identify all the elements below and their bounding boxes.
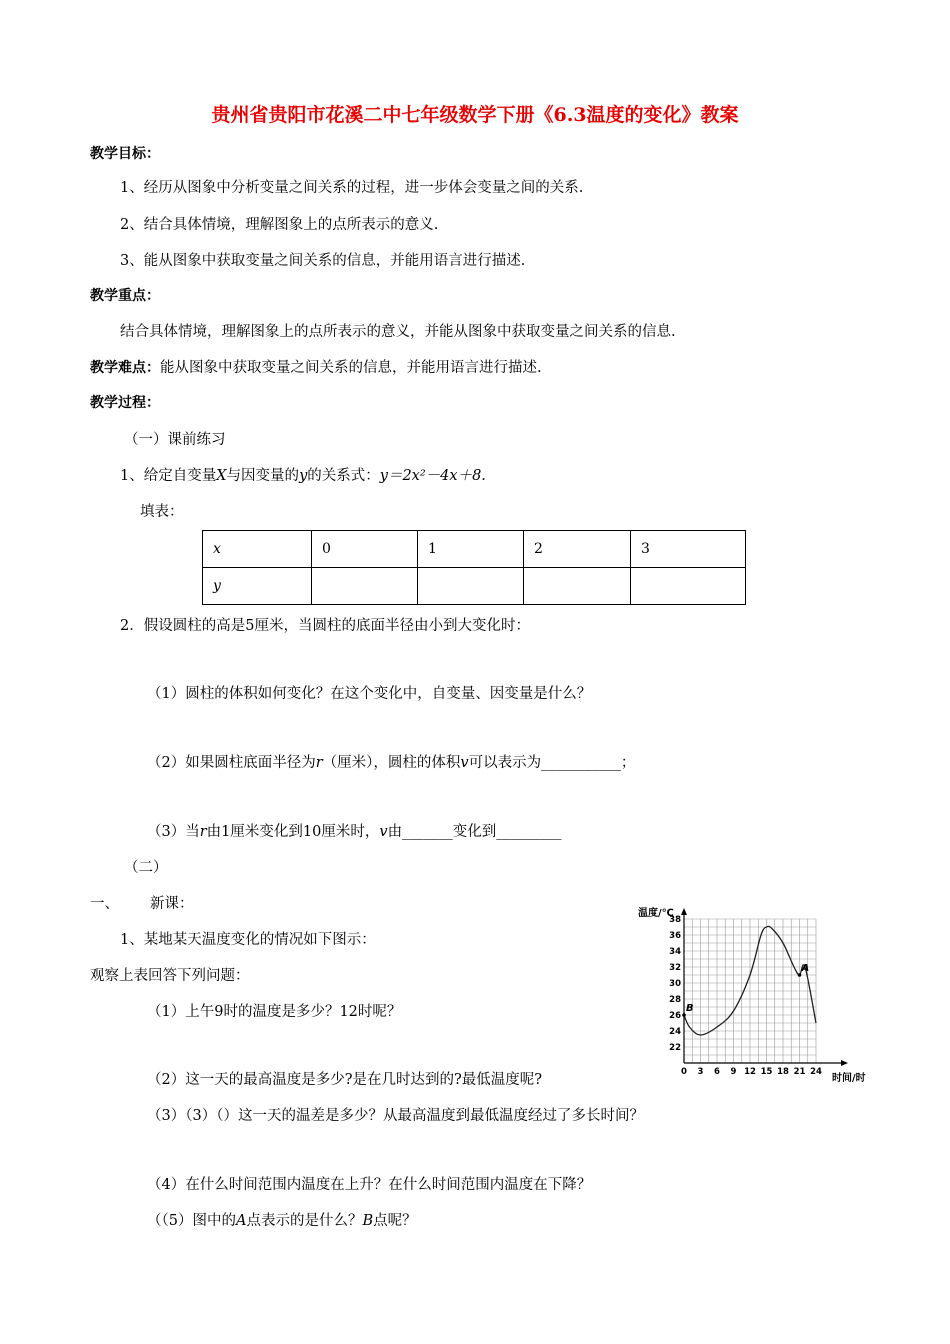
part2-sub2: （2）这一天的最高温度是多少?是在几时达到的?最低温度呢? — [147, 1072, 543, 1088]
q2-2-text-c: 可以表示为___________； — [468, 755, 636, 771]
sub5-text-b: 点表示的是什么？ — [246, 1213, 363, 1229]
page-title: 贵州省贵阳市花溪二中七年级数学下册《6.3温度的变化》教案 — [211, 104, 739, 126]
goals-heading: 教学目标： — [90, 146, 160, 162]
part2-sub5 — [147, 1209, 417, 1230]
part2-q1: 1、某地某天温度变化的情况如下图示： — [120, 932, 376, 948]
part2-label: （二） — [124, 860, 168, 876]
q2-3-var-r: r — [199, 824, 207, 840]
table-cell: 3 — [631, 531, 746, 568]
point-label-a: A — [801, 963, 810, 974]
y-tick-label: 22 — [669, 1043, 681, 1053]
q1-text-b: 与因变量的 — [226, 468, 300, 484]
q2-3-text-a: （3）当 — [147, 824, 200, 840]
q1-text-c: 的关系式： — [307, 468, 380, 484]
table-cell[interactable] — [524, 568, 631, 605]
part2-sub3: （3）（3）（）这一天的温差是多少？从最高温度到最低温度经过了多长时间？ — [147, 1108, 644, 1124]
y-tick-label: 34 — [669, 947, 681, 957]
fill-table — [202, 530, 746, 605]
x-axis-arrow — [841, 1060, 848, 1066]
q2-2-text-a: （2）如果圆柱底面半径为 — [147, 755, 316, 771]
part1-q2-2 — [147, 751, 635, 772]
temperature-chart — [636, 890, 886, 1090]
y-tick-label: 36 — [669, 931, 681, 941]
part2-sub1: （1）上午9时的温度是多少？12时呢？ — [147, 1004, 402, 1020]
q1-var-x: X — [216, 468, 227, 484]
x-tick-label: 9 — [730, 1067, 737, 1077]
keypoint-heading: 教学重点： — [90, 288, 160, 304]
x-tick-label: 18 — [777, 1067, 789, 1077]
new-lesson-label: 新课： — [150, 896, 194, 912]
q2-2-var-r: r — [315, 755, 323, 771]
new-lesson-num: 一、 — [90, 896, 119, 912]
x-tick-label: 0 — [681, 1067, 687, 1077]
y-tick-label: 24 — [669, 1027, 681, 1037]
part1-q2-1: （1）圆柱的体积如何变化？在这个变化中，自变量、因变量是什么？ — [147, 686, 592, 702]
q1-var-y: y — [299, 468, 308, 484]
y-tick-label: 38 — [669, 915, 681, 925]
table-cell: y — [203, 568, 312, 605]
x-tick-label: 21 — [793, 1067, 806, 1077]
table-cell[interactable] — [312, 568, 418, 605]
y-tick-label: 26 — [669, 1011, 681, 1021]
sub5-point-a: A — [235, 1213, 247, 1229]
difficulty-line — [90, 356, 542, 377]
y-tick-label: 32 — [669, 963, 681, 973]
y-axis-arrow — [681, 908, 687, 915]
goal-item-3: 3、能从图象中获取变量之间关系的信息，并能用语言进行描述. — [120, 253, 526, 269]
table-cell: 2 — [524, 531, 631, 568]
difficulty-heading: 教学难点： — [90, 360, 160, 376]
part1-q2-3 — [147, 820, 562, 841]
difficulty-text: 能从图象中获取变量之间关系的信息，并能用语言进行描述. — [160, 360, 542, 376]
fill-label: 填表： — [140, 504, 184, 520]
keypoint-text: 结合具体情境，理解图象上的点所表示的意义，并能从图象中获取变量之间关系的信息. — [120, 324, 676, 340]
part2-observe: 观察上表回答下列问题： — [90, 968, 250, 984]
goal-item-2: 2、结合具体情境，理解图象上的点所表示的意义. — [120, 217, 439, 233]
q2-3-var-v: v — [379, 824, 388, 840]
table-row — [203, 568, 746, 605]
sub5-point-b: B — [362, 1213, 374, 1229]
x-tick-label: 24 — [810, 1067, 822, 1077]
y-tick-label: 30 — [669, 979, 681, 989]
part2-sub4: （4）在什么时间范围内温度在上升？在什么时间范围内温度在下降？ — [147, 1177, 592, 1193]
x-axis-label: 时间/时 — [832, 1073, 866, 1084]
q1-expression: y＝2x²－4x＋8. — [379, 468, 486, 484]
table-cell: 0 — [312, 531, 418, 568]
part1-label: （一）课前练习 — [124, 432, 226, 448]
y-tick-label: 28 — [669, 995, 681, 1005]
q2-3-text-b: 由1厘米变化到10厘米时， — [206, 824, 380, 840]
q2-2-text-b: （厘米），圆柱的体积 — [322, 755, 461, 771]
x-tick-label: 12 — [744, 1067, 756, 1077]
part1-q1 — [120, 464, 486, 485]
point-label-b: B — [686, 1003, 694, 1014]
q1-text-a: 1、给定自变量 — [120, 468, 217, 484]
process-heading: 教学过程： — [90, 395, 160, 411]
table-cell: x — [203, 531, 312, 568]
q2-3-text-c: 由_______变化到_________ — [387, 824, 562, 840]
x-tick-label: 6 — [714, 1067, 720, 1077]
sub5-text-a: （（5）图中的 — [147, 1213, 236, 1229]
table-cell: 1 — [418, 531, 524, 568]
x-tick-label: 3 — [697, 1067, 704, 1077]
table-row — [203, 531, 746, 568]
y-axis-label: 温度/℃ — [638, 908, 674, 919]
table-cell[interactable] — [418, 568, 524, 605]
table-cell[interactable] — [631, 568, 746, 605]
x-tick-label: 15 — [760, 1067, 773, 1077]
sub5-text-c: 点呢？ — [373, 1213, 417, 1229]
goal-item-1: 1、经历从图象中分析变量之间关系的过程，进一步体会变量之间的关系. — [120, 180, 584, 196]
part1-q2: 2．假设圆柱的高是5厘米，当圆柱的底面半径由小到大变化时： — [120, 618, 530, 634]
q2-2-var-v: v — [460, 755, 469, 771]
